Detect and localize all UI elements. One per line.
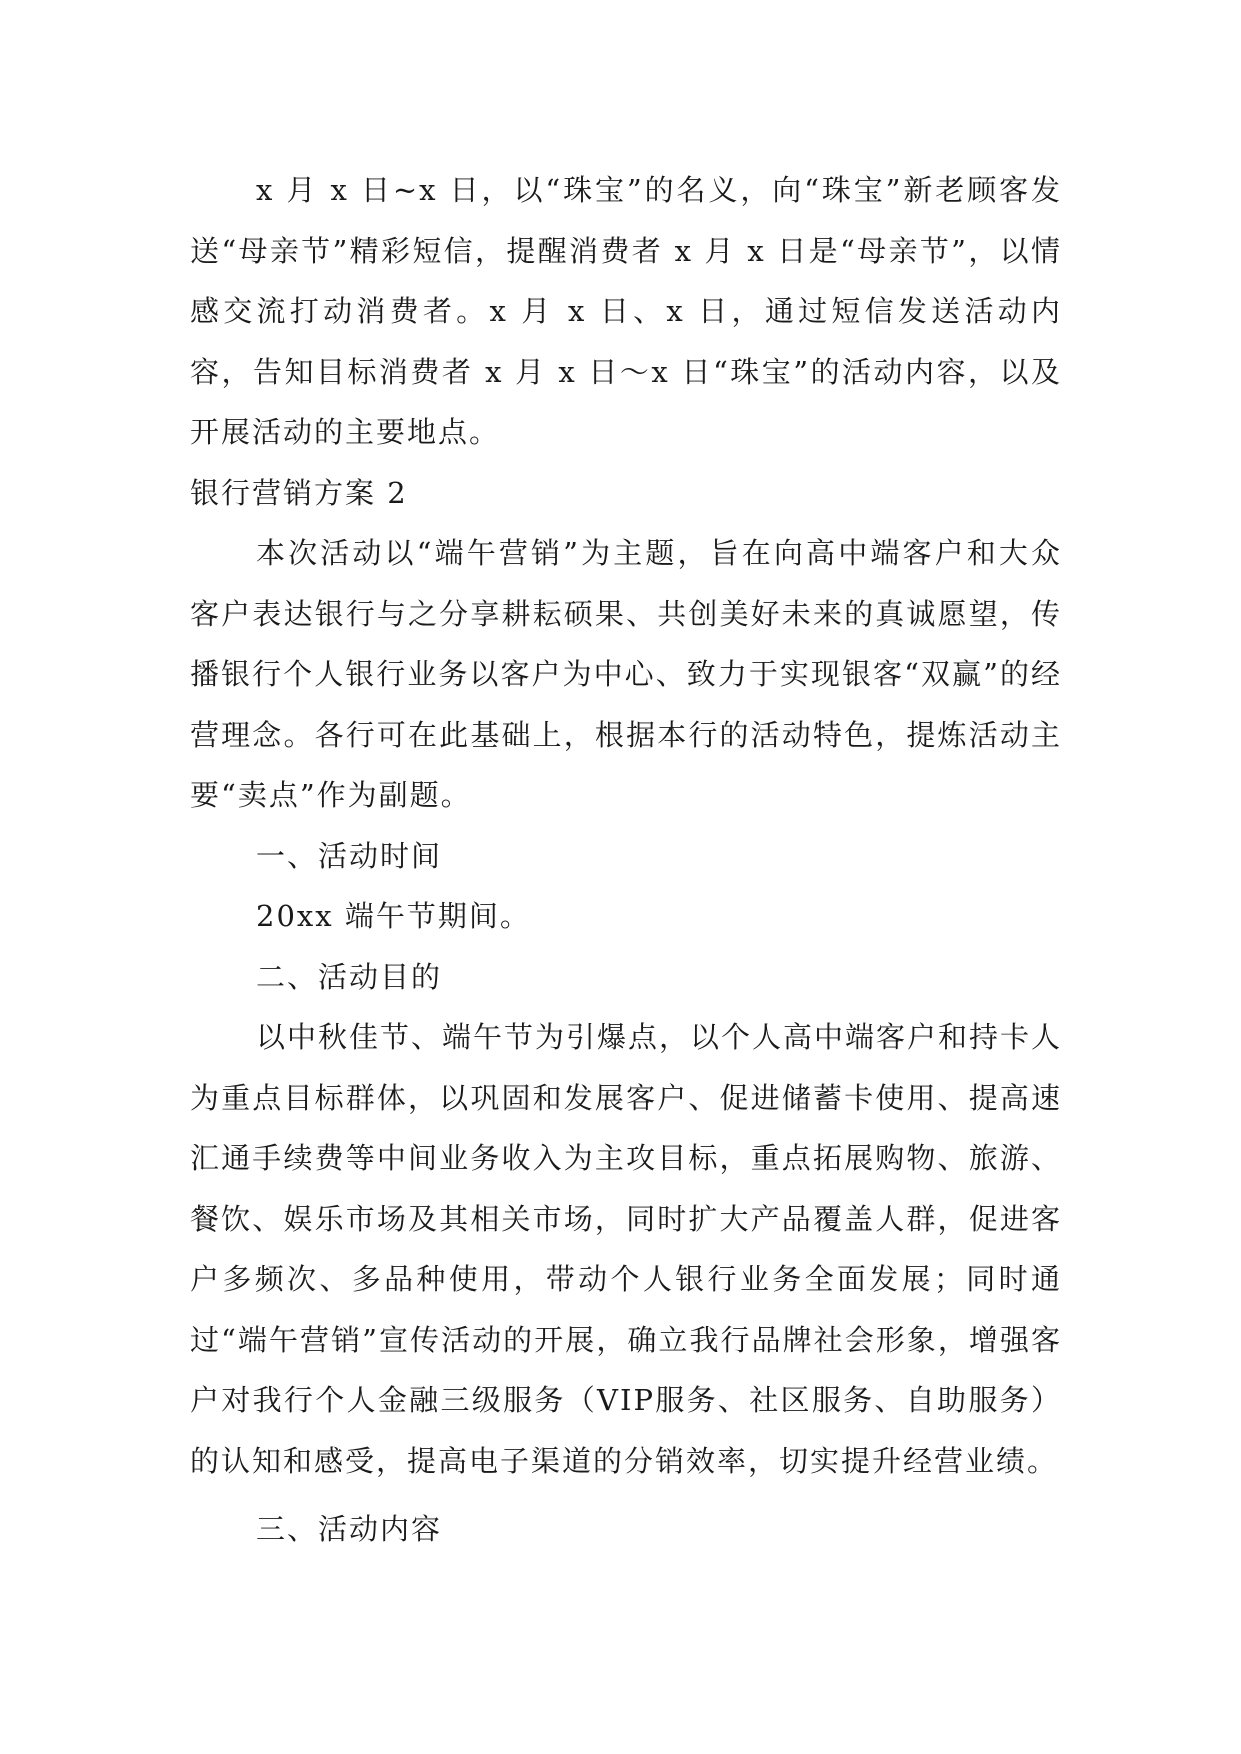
paragraph-activity-theme: 本次活动以“端午营销”为主题，旨在向高中端客户和大众客户表达银行与之分享耕耘硕果、共创美好未来的真诚愿望，传播银行个人银行业务以客户为中心、致力于实现银客“双赢”的经营理念。各行可在此基础上，根据本行的活动特色，提炼活动主要“卖点”作为副题。 [190,536,1062,812]
heading-activity-time: 一、活动时间 [256,838,443,873]
document-body [190,160,1062,1560]
paragraph-activity-purpose: 以中秋佳节、端午节为引爆点，以个人高中端客户和持卡人为重点目标群体，以巩固和发展客户、促进储蓄卡使用、提高速汇通手续费等中间业务收入为主攻目标，重点拓展购物、旅游、餐饮、娱乐市场及其相关市场，同时扩大产品覆盖人群，促进客户多频次、多品种使用，带动个人银行业务全面发展；同时通过“端午营销”宣传活动的开展，确立我行品牌社会形象，增强客户对我行个人金融三级服务（VIP服务、社区服务、自助服务）的认知和感受，提高电子渠道的分销效率，切实提升经营业绩。 [190,1020,1063,1478]
paragraph-activity-time: 20xx 端午节期间。 [256,899,531,933]
section-title: 银行营销方案 2 [190,475,408,510]
paragraph-sms-campaign: x 月 x 日~x 日，以“珠宝”的名义，向“珠宝”新老顾客发送“母亲节”精彩短信，提醒消费者 x 月 x 日是“母亲节”，以情感交流打动消费者。x 月 x 日、x 日，通过短信发送活动内容，告知目标消费者 x 月 x 日～x 日“珠宝”的活动内容，以及开展活动的主要地点。 [190,173,1062,449]
heading-activity-content: 三、活动内容 [256,1512,443,1546]
heading-activity-purpose: 二、活动目的 [256,959,443,994]
